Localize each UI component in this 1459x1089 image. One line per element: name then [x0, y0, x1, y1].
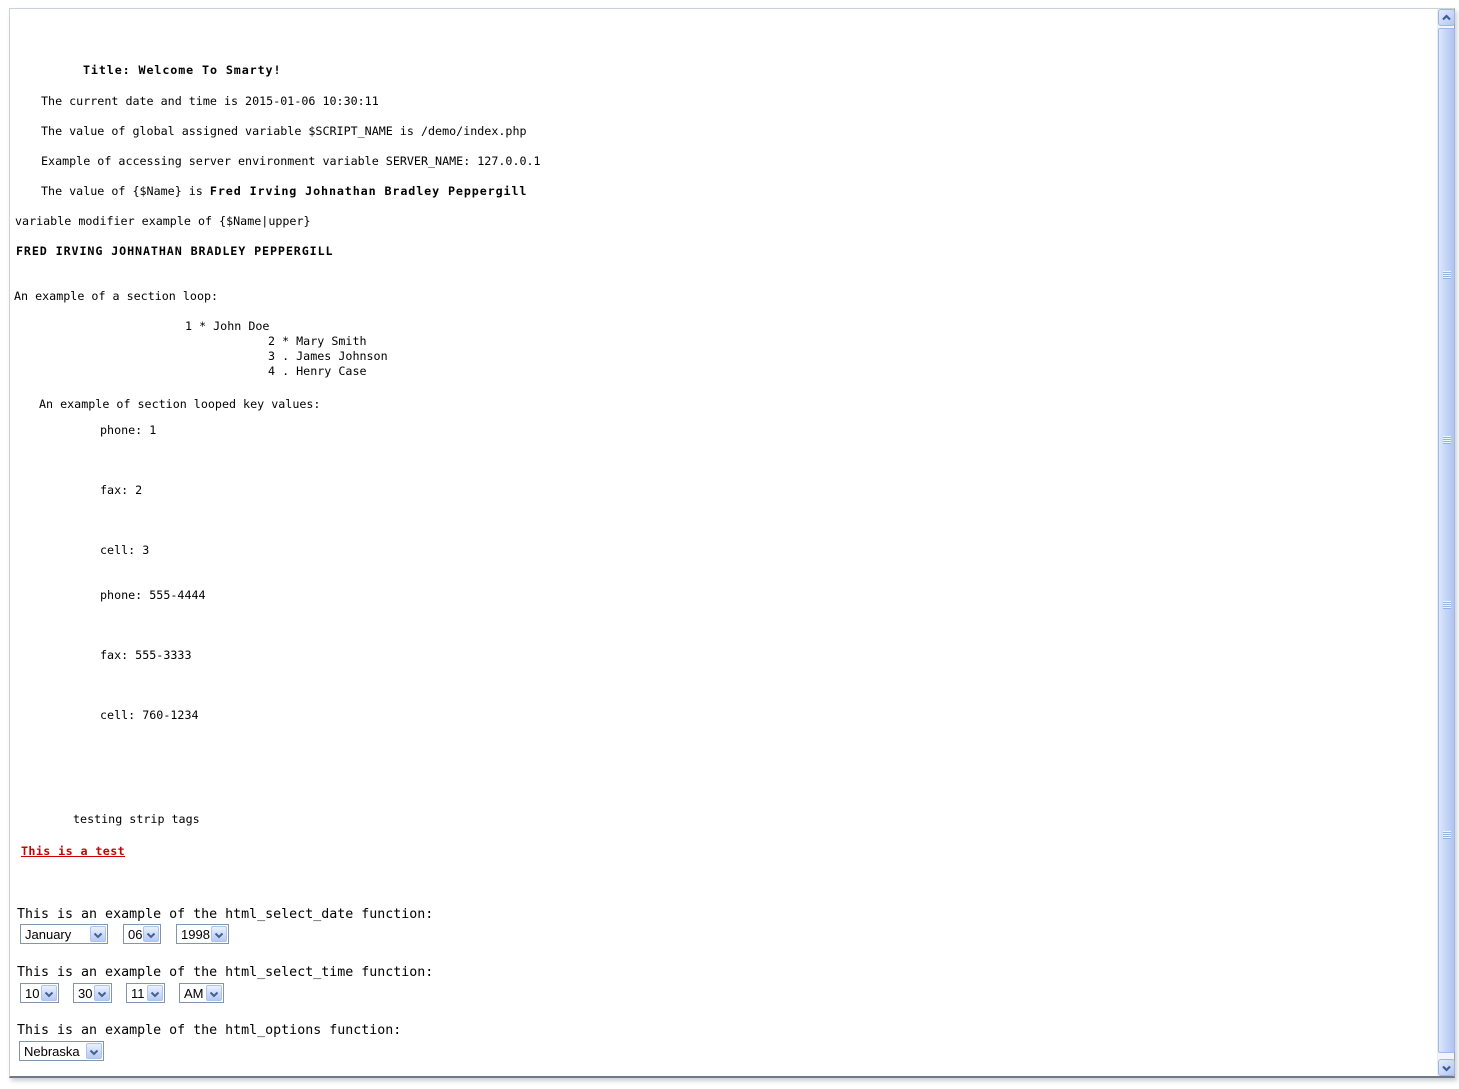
chevron-down-icon — [206, 985, 222, 1001]
year-select-value: 1998 — [181, 927, 210, 942]
page-content — [10, 9, 1437, 1076]
chevron-down-icon — [211, 926, 227, 942]
day-select[interactable] — [123, 924, 161, 944]
script-name-line: The value of global assigned variable $SCRIPT_NAME is /demo/index.php — [41, 124, 527, 138]
hour-select-value: 10 — [25, 986, 40, 1001]
scrollbar-thumb[interactable] — [1438, 28, 1455, 1053]
key-value-item: cell: 760-1234 — [100, 708, 199, 722]
thumb-grip-icon — [1443, 436, 1451, 444]
select-date-heading: This is an example of the html_select_date function: — [17, 907, 434, 922]
modifier-line: variable modifier example of {$Name|upper} — [15, 214, 311, 228]
datetime-line: The current date and time is 2015-01-06 10:30:11 — [41, 94, 379, 108]
key-value-item: phone: 1 — [100, 423, 157, 437]
hour-select[interactable] — [20, 983, 59, 1003]
meridian-select-value: AM — [184, 986, 204, 1001]
html-options-heading: This is an example of the html_options function: — [17, 1023, 402, 1038]
second-select[interactable] — [126, 983, 165, 1003]
month-select[interactable] — [20, 924, 108, 944]
server-name-line: Example of accessing server environment variable SERVER_NAME: 127.0.0.1 — [41, 154, 541, 168]
section-loop-heading: An example of a section loop: — [14, 289, 219, 303]
page-title: Title: Welcome To Smarty! — [83, 63, 282, 77]
strip-tags-text: testing strip tags — [73, 812, 200, 826]
second-select-value: 11 — [131, 986, 145, 1001]
loop-item: 2 * Mary Smith — [268, 334, 367, 348]
test-link[interactable]: This is a test — [21, 844, 126, 858]
vertical-scrollbar[interactable] — [1437, 9, 1454, 1076]
select-time-heading: This is an example of the html_select_time function: — [17, 965, 434, 980]
browser-viewport — [9, 8, 1455, 1078]
chevron-down-icon — [41, 985, 57, 1001]
thumb-grip-icon — [1443, 271, 1451, 279]
loop-item: 3 . James Johnson — [268, 349, 388, 363]
thumb-grip-icon — [1443, 831, 1451, 839]
key-value-item: phone: 555-4444 — [100, 588, 206, 602]
key-value-item: fax: 2 — [100, 483, 143, 497]
chevron-down-icon — [90, 926, 106, 942]
name-upper-line: FRED IRVING JOHNATHAN BRADLEY PEPPERGILL — [16, 244, 334, 258]
month-select-value: January — [25, 927, 72, 942]
state-select-value: Nebraska — [24, 1044, 80, 1059]
name-prefix: The value of {$Name} is — [41, 184, 210, 198]
minute-select[interactable] — [73, 983, 112, 1003]
state-select[interactable] — [19, 1041, 104, 1061]
minute-select-value: 30 — [78, 986, 93, 1001]
loop-item: 1 * John Doe — [185, 319, 270, 333]
thumb-grip-icon — [1443, 601, 1451, 609]
loop-item: 4 . Henry Case — [268, 364, 367, 378]
year-select[interactable] — [176, 924, 229, 944]
chevron-down-icon — [86, 1043, 102, 1059]
key-value-item: cell: 3 — [100, 543, 150, 557]
name-value: Fred Irving Johnathan Bradley Peppergill — [209, 184, 528, 198]
name-value-line — [41, 184, 527, 199]
scroll-down-button[interactable] — [1438, 1059, 1455, 1076]
key-values-heading: An example of section looped key values: — [39, 397, 321, 411]
scroll-up-button[interactable] — [1438, 9, 1455, 26]
chevron-down-icon — [94, 985, 110, 1001]
chevron-down-icon — [147, 985, 163, 1001]
day-select-value: 06 — [128, 927, 143, 942]
key-value-item: fax: 555-3333 — [100, 648, 192, 662]
chevron-down-icon — [143, 926, 159, 942]
meridian-select[interactable] — [179, 983, 224, 1003]
